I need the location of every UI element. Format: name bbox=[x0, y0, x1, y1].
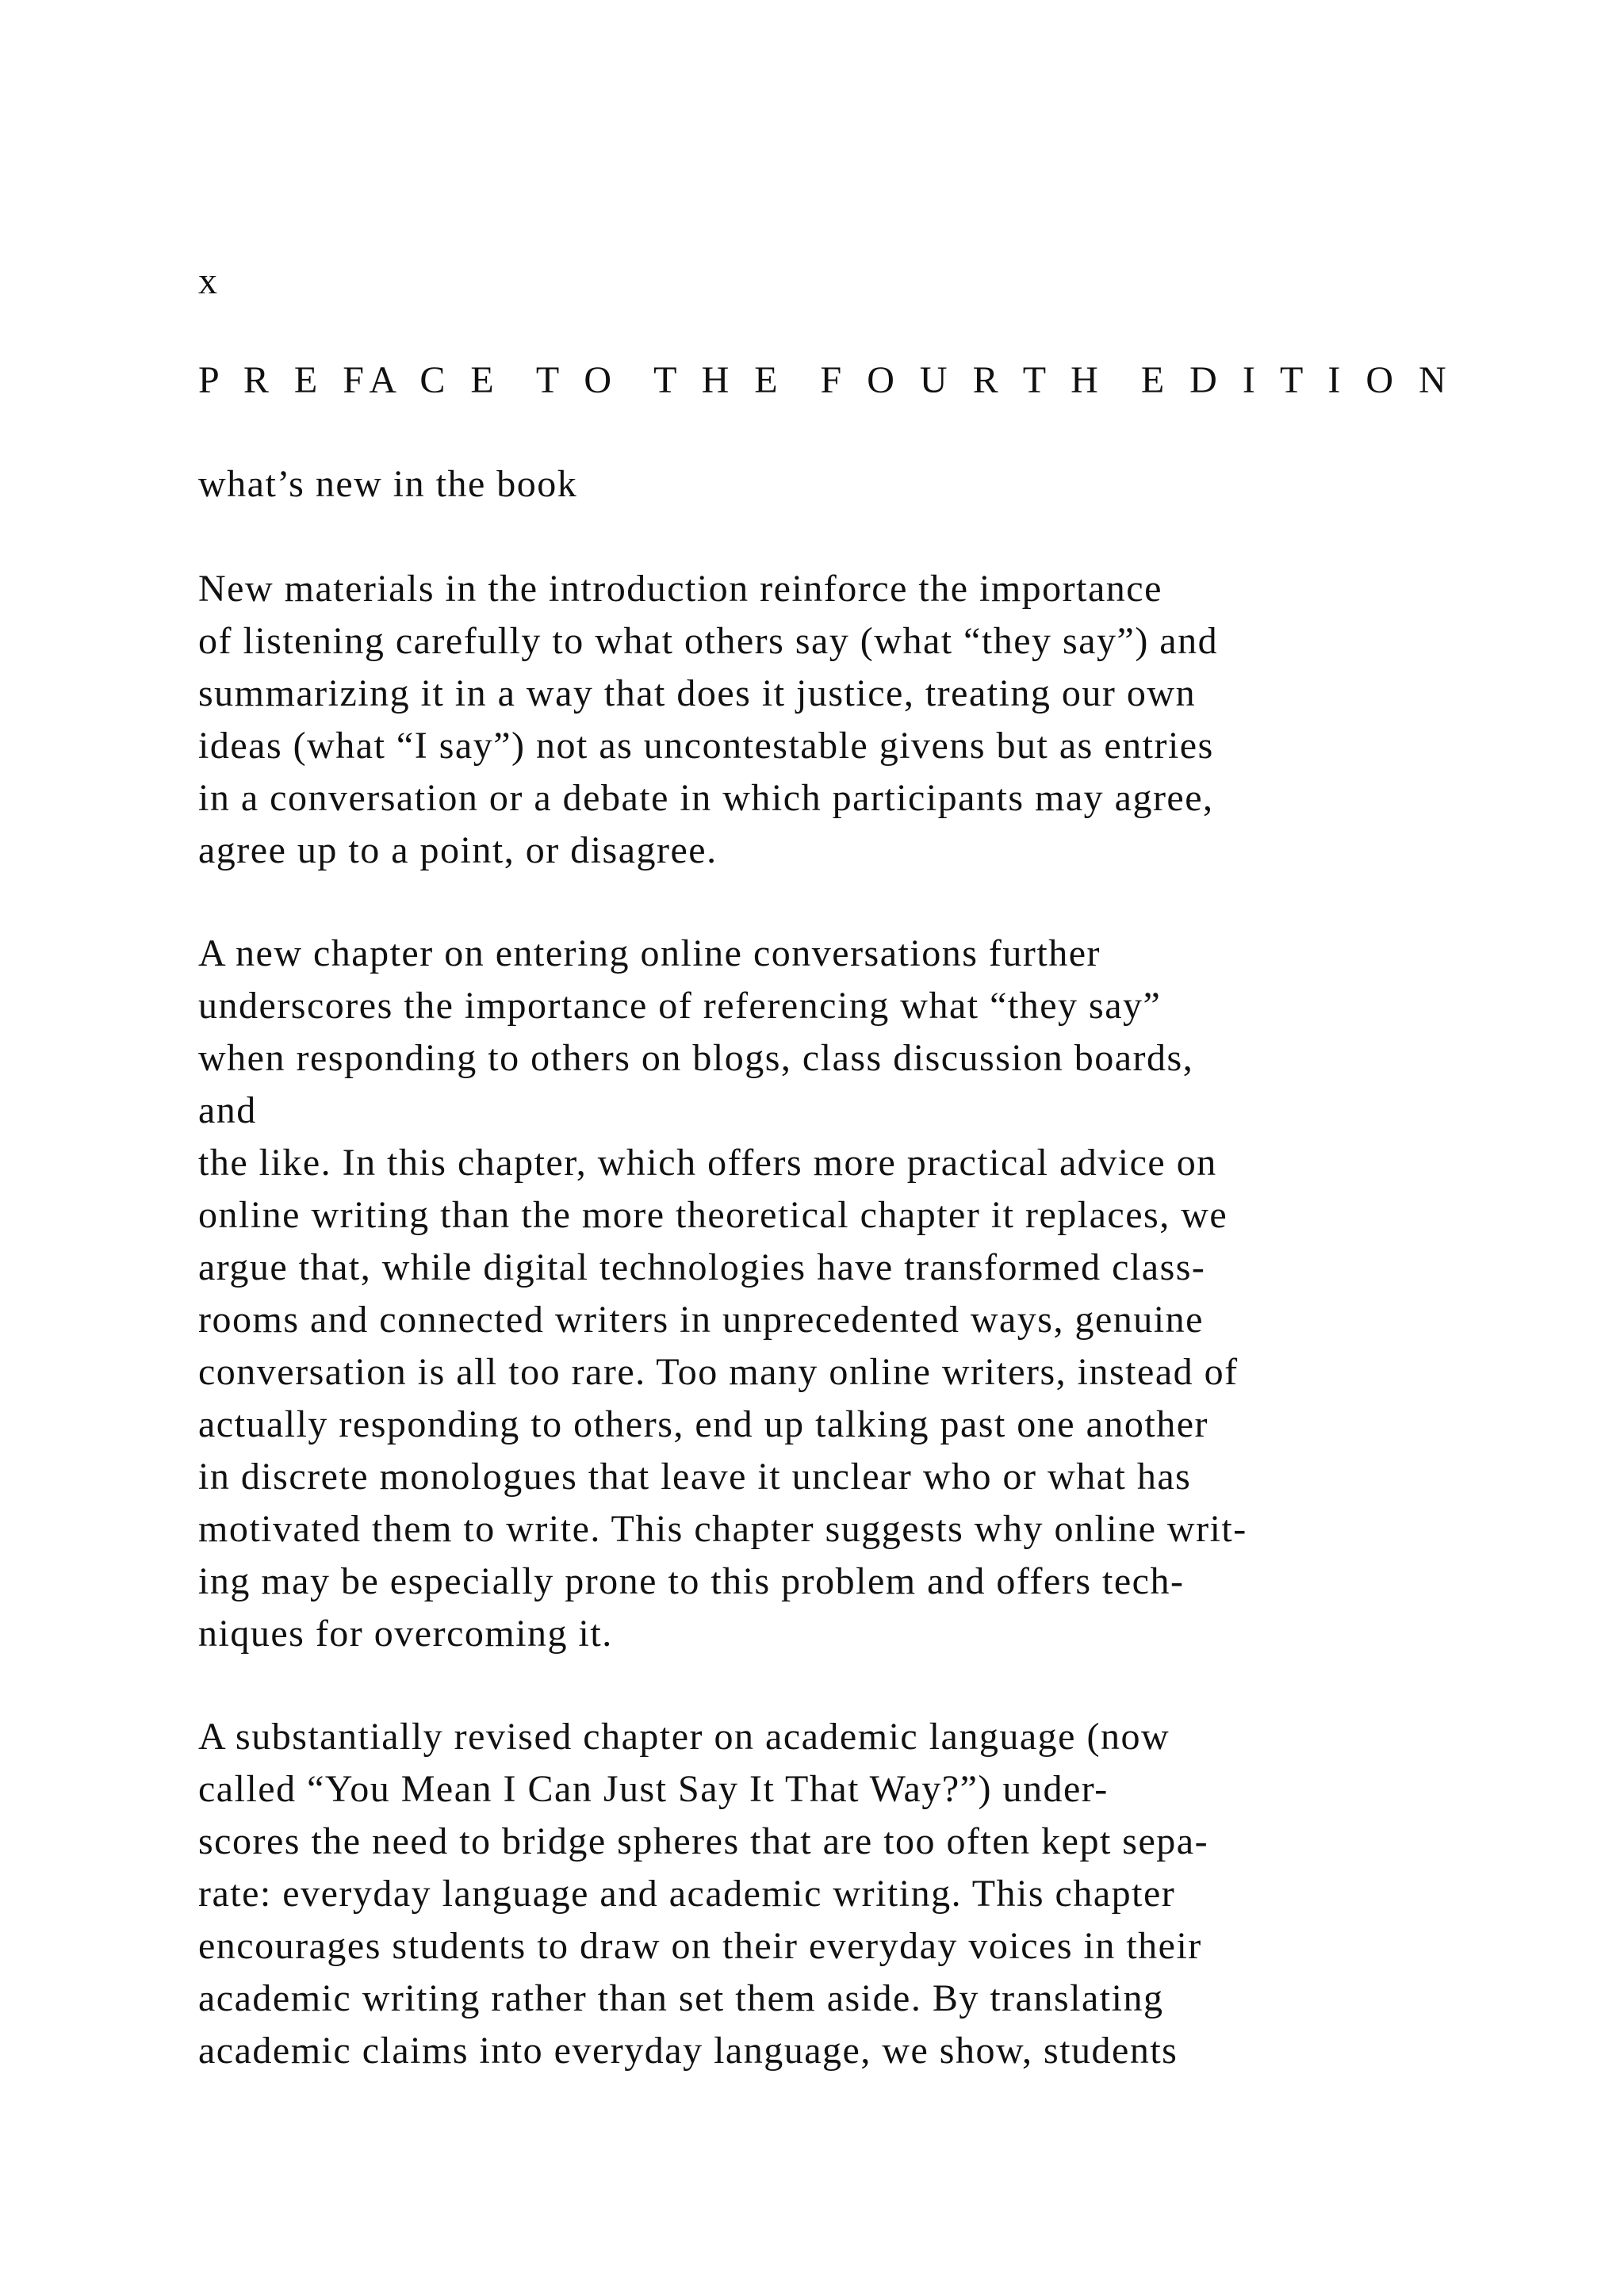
paragraph-1-line: agree up to a point, or disagree. bbox=[198, 829, 718, 871]
paragraph-2-line: niques for overcoming it. bbox=[198, 1613, 613, 1655]
paragraph-1-line: of listening carefully to what others say (what “they say”) and bbox=[198, 620, 1219, 662]
paragraph-1-line: summarizing it in a way that does it justice, treating our own bbox=[198, 672, 1197, 714]
paragraph-3-line: A substantially revised chapter on academic language (now bbox=[198, 1716, 1170, 1758]
paragraph-2-line: online writing than the more theoretical chapter it replaces, we bbox=[198, 1194, 1228, 1236]
paragraph-2-line: the like. In this chapter, which offers more practical advice on bbox=[198, 1142, 1217, 1184]
chapter-title: P R E FA C E T O T H E F O U R T H E D I T I O N bbox=[198, 359, 1454, 401]
paragraph-2-line: ing may be especially prone to this problem and offers tech- bbox=[198, 1560, 1185, 1602]
paragraph-3-line: academic claims into everyday language, we show, students bbox=[198, 2030, 1178, 2072]
paragraph-3-line: rate: everyday language and academic writing. This chapter bbox=[198, 1873, 1176, 1915]
paragraph-1-line: ideas (what “I say”) not as uncontestable givens but as entries bbox=[198, 725, 1214, 767]
paragraph-2-line: and bbox=[198, 1089, 257, 1131]
paragraph-3-line: scores the need to bridge spheres that are too often kept sepa- bbox=[198, 1820, 1209, 1862]
page-number: x bbox=[198, 260, 219, 302]
paragraph-1-line: New materials in the introduction reinforce the importance bbox=[198, 568, 1162, 610]
paragraph-2-line: underscores the importance of referencing what “they say” bbox=[198, 985, 1162, 1027]
paragraph-2-line: rooms and connected writers in unprecedented ways, genuine bbox=[198, 1299, 1204, 1341]
paragraph-3-line: encourages students to draw on their everyday voices in their bbox=[198, 1925, 1202, 1967]
paragraph-1-line: in a conversation or a debate in which participants may agree, bbox=[198, 777, 1214, 819]
paragraph-2-line: conversation is all too rare. Too many online writers, instead of bbox=[198, 1351, 1239, 1393]
section-subheading: what’s new in the book bbox=[198, 463, 578, 505]
paragraph-2-line: in discrete monologues that leave it unclear who or what has bbox=[198, 1456, 1192, 1498]
paragraph-2-line: when responding to others on blogs, class discussion boards, bbox=[198, 1037, 1194, 1079]
paragraph-2-line: argue that, while digital technologies have transformed class- bbox=[198, 1246, 1206, 1288]
paragraph-3-line: called “You Mean I Can Just Say It That Way?”) under- bbox=[198, 1768, 1109, 1810]
paragraph-3-line: academic writing rather than set them aside. By translating bbox=[198, 1977, 1164, 2019]
paragraph-2-line: A new chapter on entering online conversations further bbox=[198, 932, 1101, 974]
paragraph-2-line: actually responding to others, end up talking past one another bbox=[198, 1403, 1209, 1445]
paragraph-2-line: motivated them to write. This chapter suggests why online writ- bbox=[198, 1508, 1247, 1550]
